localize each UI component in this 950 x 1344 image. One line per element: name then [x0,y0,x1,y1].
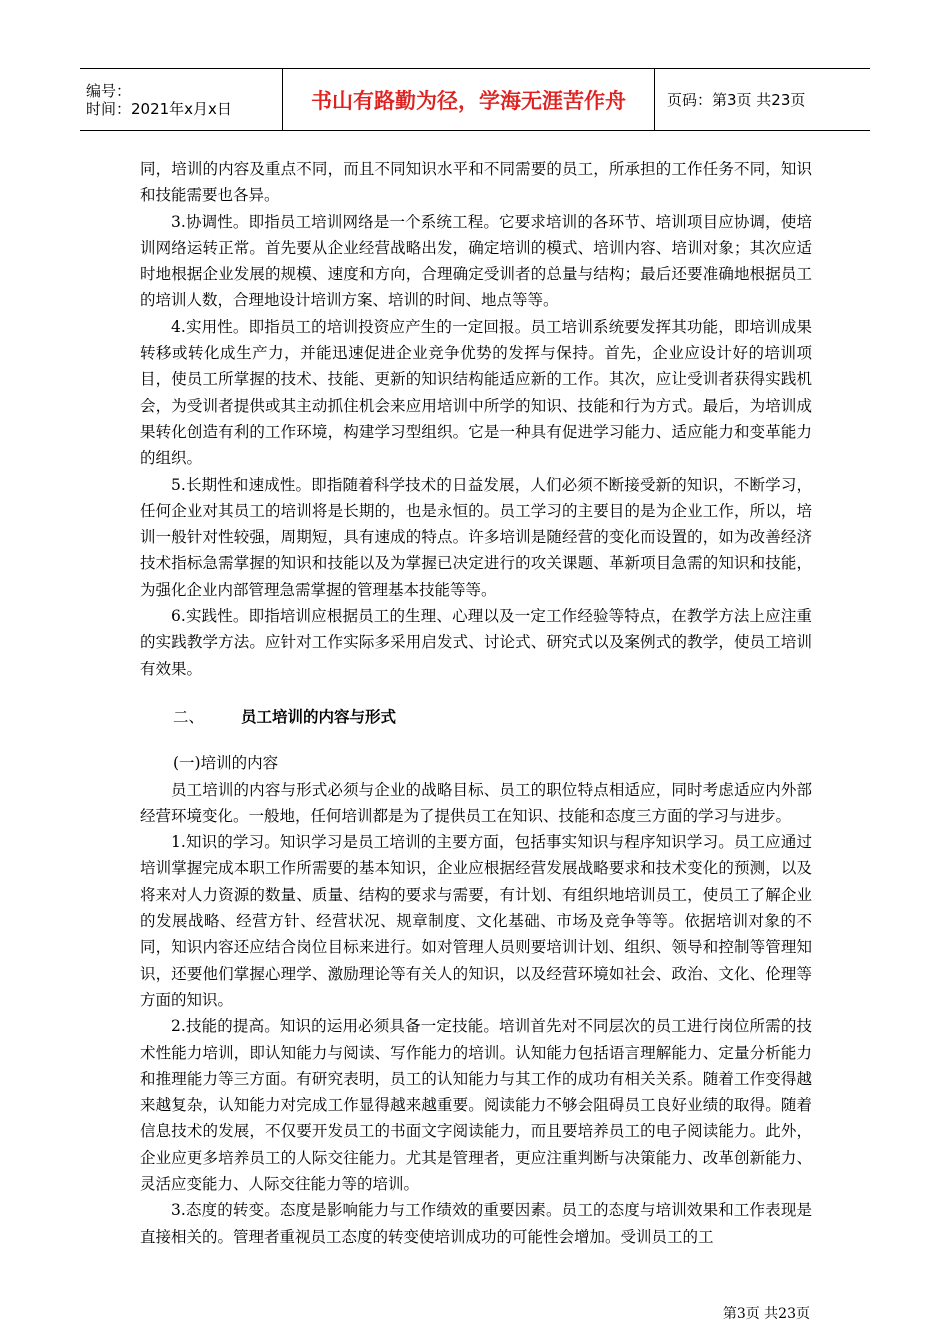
document-date: 时间：2021年x月x日 [86,99,232,118]
section-heading [140,704,812,730]
header-motto: 书山有路勤为径，学海无涯苦作舟 [282,69,655,130]
page-header [80,68,870,131]
paragraph-knowledge: 1.知识的学习。知识学习是员工培训的主要方面，包括事实知识与程序知识学习。员工应通过培训掌握完成本职工作所需要的基本知识，企业应根据经营发展战略要求和技术变化的预测，以及将来对人力资源的数量、质量、结构的要求与需要，有计划、有组织地培训员工，使员工了解企业的发展战略、经营方针、经营状况、规章制度、文化基础、市场及竞争等等。依据培训对象的不同，知识内容还应结合岗位目标来进行。如对管理人员则要培训计划、组织、领导和控制等管理知识，还要他们掌握心理学、激励理论等有关人的知识，以及经营环境如社会、政治、文化、伦理等方面的知识。 [140,833,812,1009]
header-page-info: 页码：第3页 共23页 [667,91,806,109]
paragraph-practice: 6.实践性。即指培训应根据员工的生理、心理以及一定工作经验等特点，在教学方法上应注重的实践教学方法。应针对工作实际多采用启发式、讨论式、研究式以及案例式的教学，使员工培训有效果。 [140,607,812,678]
document-number-label: 编号： [86,81,132,100]
paragraph-long-term: 5.长期性和速成性。即指随着科学技术的日益发展，人们必须不断接受新的知识，不断学习，任何企业对其员工的培训将是长期的，也是永恒的。员工学习的主要目的是为企业工作，所以，培训一般针对性较强，周期短，具有速成的特点。许多培训是随经营的变化而设置的，如为改善经济技术指标急需掌握的知识和技能以及为掌握已决定进行的攻关课题、革新项目急需的知识和技能，为强化企业内部管理急需掌握的管理基本技能等等。 [140,475,812,599]
paragraph-intro: 员工培训的内容与形式必须与企业的战略目标、员工的职位特点相适应，同时考虑适应内外部经营环境变化。一般地，任何培训都是为了提供员工在知识、技能和态度三方面的学习与进步。 [140,780,812,825]
header-meta [80,69,282,130]
paragraph-practicality: 4.实用性。即指员工的培训投资应产生的一定回报。员工培训系统要发挥其功能，即培训成果转移或转化成生产力，并能迅速促进企业竞争优势的发挥与保持。首先，企业应设计好的培训项目，使员工所掌握的技术、技能、更新的知识结构能适应新的工作。其次，应让受训者获得实践机会，为受训者提供或其主动抓住机会来应用培训中所学的知识、技能和行为方式。最后，为培训成果转化创造有利的工作环境，构建学习型组织。它是一种具有促进学习能力、适应能力和变革能力的组织。 [140,317,812,468]
paragraph-coordination: 3.协调性。即指员工培训网络是一个系统工程。它要求培训的各环节、培训项目应协调，使培训网络运转正常。首先要从企业经营战略出发，确定培训的模式、培训内容、培训对象；其次应适时地根据企业发展的规模、速度和方向，合理确定受训者的总量与结构；最后还要准确地根据员工的培训人数，合理地设计培训方案、培训的时间、地点等等。 [140,212,812,310]
section-title: 员工培训的内容与形式 [241,707,397,726]
section-number: 二、 [173,707,205,726]
paragraph-continuation: 同，培训的内容及重点不同，而且不同知识水平和不同需要的员工，所承担的工作任务不同，知识和技能需要也各异。 [140,160,812,205]
paragraph-skills: 2.技能的提高。知识的运用必须具备一定技能。培训首先对不同层次的员工进行岗位所需的技术性能力培训，即认知能力与阅读、写作能力的培训。认知能力包括语言理解能力、定量分析能力和推理能力等三方面。有研究表明，员工的认知能力与其工作的成功有相关关系。随着工作变得越来越复杂，认知能力对完成工作显得越来越重要。阅读能力不够会阻碍员工良好业绩的取得。随着信息技术的发展，不仅要开发员工的书面文字阅读能力，而且要培养员工的电子阅读能力。此外，企业应更多培养员工的人际交往能力。尤其是管理者，更应注重判断与决策能力、改革创新能力、灵活应变能力、人际交往能力等的培训。 [140,1017,812,1193]
paragraph-attitude: 3.态度的转变。态度是影响能力与工作绩效的重要因素。员工的态度与培训效果和工作表现是直接相关的。管理者重视员工态度的转变使培训成功的可能性会增加。受训员工的工 [140,1201,812,1246]
page-footer: 第3页 共23页 [722,1306,810,1322]
document-body [140,156,812,1250]
subsection-heading: (一)培训的内容 [173,754,279,773]
